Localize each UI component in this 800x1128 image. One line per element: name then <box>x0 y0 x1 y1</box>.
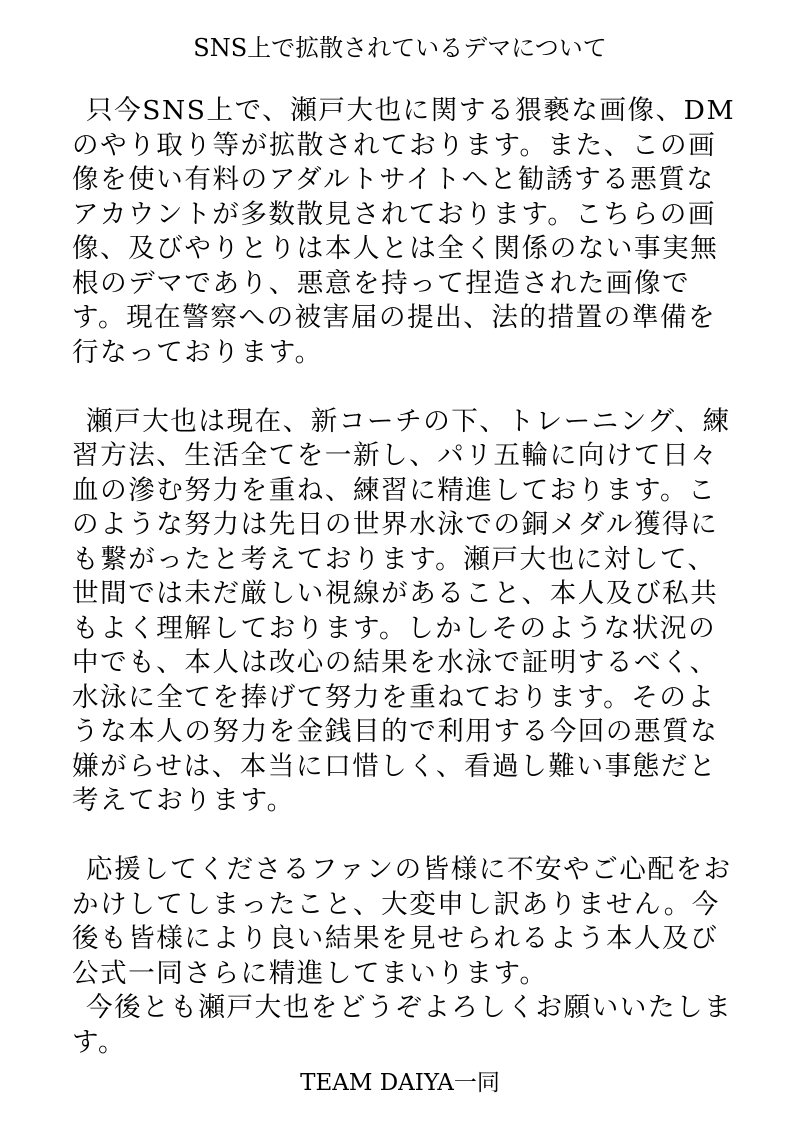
text-line: うな本人の努力を金銭目的で利用する今回の悪質な <box>72 716 719 747</box>
text-line: 公式一同さらに精進してまいります。 <box>72 957 548 989</box>
text-line: のやり取り等が拡散されております。また、この画 <box>72 129 717 161</box>
text-line: 中でも、本人は改心の結果を水泳で証明するべく、 <box>72 647 718 678</box>
document-title: SNS上で拡散されているデマについて <box>193 34 607 62</box>
text-line: 考えております。 <box>72 785 295 816</box>
text-line: も繋がったと考えております。瀬戸大也に対して、 <box>72 543 716 575</box>
signature: TEAM DAIYA一同 <box>300 1070 500 1096</box>
paragraph-spacer <box>72 370 732 405</box>
text-line: 習方法、生活全てを一新し、パリ五輪に向けて日々 <box>72 440 719 471</box>
paragraph-spacer <box>72 819 732 854</box>
text-line: 今後とも瀬戸大也をどうぞよろしくお願いいたしま <box>86 992 733 1023</box>
text-line: す。現在警察への被害届の提出、法的措置の準備を <box>72 302 717 333</box>
text-line: 只今SNS上で、瀬戸大也に関する猥褻な画像、DM <box>86 95 736 126</box>
statement-body <box>72 94 736 1060</box>
text-line: 世間では未だ厳しい視線があること、本人及び私共 <box>72 578 719 609</box>
text-line: 像を使い有料のアダルトサイトへと勧誘する悪質な <box>72 164 715 195</box>
paragraph-athlete-status <box>72 405 732 819</box>
text-line: もよく理解しております。しかしそのような状況の <box>72 612 717 644</box>
paragraph-rumor-notice <box>72 94 736 370</box>
text-line: 後も皆様により良い結果を見せられるよう本人及び <box>72 923 719 954</box>
text-line: す。 <box>72 1026 127 1058</box>
text-line: 応援してくださるファンの皆様に不安やご心配をお <box>86 854 732 885</box>
text-line: 水泳に全てを捧げて努力を重ねております。そのよ <box>72 681 716 713</box>
text-line: のような努力は先日の世界水泳での銅メダル獲得に <box>72 509 719 540</box>
paragraph-apology <box>72 853 732 1060</box>
text-line: 根のデマであり、悪意を持って捏造された画像で <box>72 267 691 299</box>
text-line: 血の滲む努力を重ね、練習に精進しております。こ <box>72 474 717 506</box>
text-line: 瀬戸大也は現在、新コーチの下、トレーニング、練 <box>86 405 731 437</box>
text-line: 像、及びやりとりは本人とは全く関係のない事実無 <box>72 233 719 264</box>
text-line: アカウントが多数散見されております。こちらの画 <box>72 198 716 230</box>
text-line: 行なっております。 <box>72 336 323 368</box>
text-line: かけしてしまったこと、大変申し訳ありません。今 <box>72 888 720 920</box>
text-line: 嫌がらせは、本当に口惜しく、看過し難い事態だと <box>72 750 717 782</box>
